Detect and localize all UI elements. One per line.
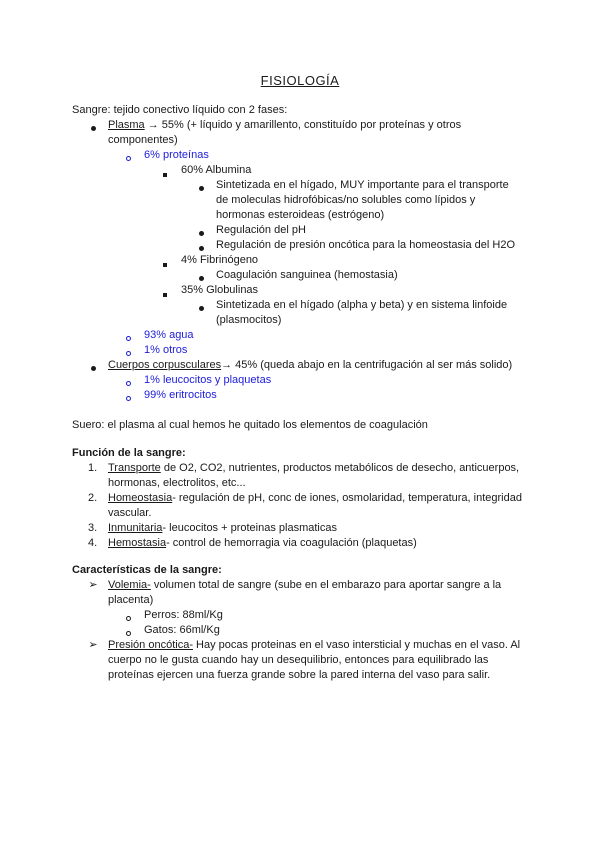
disc-bullet: [86, 362, 100, 374]
funcion-item-cont: vascular.: [108, 507, 152, 519]
albumina-detail: Sintetizada en el hígado, MUY importante para el transporte: [216, 179, 509, 191]
plasma-line: Plasma → 55% (+ líquido y amarillento, constituído por proteínas y otros: [108, 119, 462, 131]
eritrocitos-item: 99% eritrocitos: [144, 389, 217, 401]
disc-bullet: [194, 182, 208, 194]
funcion-item-cont: hormonas, electrolitos, etc...: [108, 477, 246, 489]
circle-bullet: [121, 392, 135, 404]
square-bullet: [158, 258, 172, 270]
presion-cont: proteínas ejercen una fuerza grande sobre la pared interna del vaso para salir.: [108, 669, 491, 681]
circle-bullet: [121, 332, 135, 344]
presion-item: Presión oncótica- Hay pocas proteinas en el vaso intersticial y muchas en el vaso. Al: [108, 639, 521, 651]
disc-bullet: [194, 227, 208, 239]
proteinas-item: 6% proteínas: [144, 149, 209, 161]
disc-bullet: [194, 302, 208, 314]
globulinas-item: 35% Globulinas: [181, 284, 259, 296]
perros-item: Perros: 88ml/Kg: [144, 609, 223, 621]
intro-text: Sangre: tejido conectivo líquido con 2 fases:: [72, 104, 288, 116]
albumina-ph: Regulación del pH: [216, 224, 306, 236]
page-title: FISIOLOGÍA: [260, 73, 340, 88]
albumina-oncotica: Regulación de presión oncótica para la homeostasia del H2O: [216, 239, 516, 251]
funcion-num: 4.: [88, 537, 98, 549]
plasma-cont: componentes): [108, 134, 178, 146]
funcion-item-inmunitaria: Inmunitaria- leucocitos + proteinas plasmaticas: [108, 522, 337, 534]
arrow-bullet: ➢: [88, 639, 98, 651]
leucocitos-item: 1% leucocitos y plaquetas: [144, 374, 272, 386]
globulinas-detail-cont: (plasmocitos): [216, 314, 282, 326]
circle-bullet: [121, 152, 135, 164]
gatos-item: Gatos: 66ml/Kg: [144, 624, 220, 636]
square-bullet: [158, 288, 172, 300]
albumina-detail-cont: hormonas esteroideas (estrógeno): [216, 209, 385, 221]
funcion-num: 2.: [88, 492, 98, 504]
caract-heading: Características de la sangre:: [72, 564, 222, 576]
funcion-num: 3.: [88, 522, 98, 534]
funcion-num: 1.: [88, 462, 98, 474]
agua-item: 93% agua: [144, 329, 194, 341]
arrow-bullet: ➢: [88, 579, 98, 591]
volemia-item: Volemia- volumen total de sangre (sube en el embarazo para aportar sangre a la: [108, 579, 502, 591]
circle-bullet: [121, 612, 135, 624]
square-bullet: [158, 168, 172, 180]
funcion-item-transporte: Transporte de O2, CO2, nutrientes, productos metabólicos de desecho, anticuerpos,: [108, 462, 520, 474]
funcion-heading: Función de la sangre:: [72, 447, 186, 459]
albumina-detail-cont: de moleculas hidrofóbicas/no solubles como lípidos y: [216, 194, 476, 206]
disc-bullet: [86, 122, 100, 134]
funcion-item-hemostasia: Hemostasia- control de hemorragia via coagulación (plaquetas): [108, 537, 417, 549]
volemia-cont: placenta): [108, 594, 154, 606]
fibrinogeno-detail: Coagulación sanguinea (hemostasia): [216, 269, 398, 281]
globulinas-detail: Sintetizada en el hígado (alpha y beta) y en sistema linfoide: [216, 299, 508, 311]
cuerpos-line: Cuerpos corpusculares→ 45% (queda abajo en la centrifugación al ser más solido): [108, 359, 513, 371]
albumina-item: 60% Albumina: [181, 164, 252, 176]
funcion-item-homeostasia: Homeostasia- regulación de pH, conc de iones, osmolaridad, temperatura, integridad: [108, 492, 522, 504]
circle-bullet: [121, 377, 135, 389]
fibrinogeno-item: 4% Fibrinógeno: [181, 254, 259, 266]
suero-text: Suero: el plasma al cual hemos he quitado los elementos de coagulación: [72, 419, 428, 431]
otros-item: 1% otros: [144, 344, 188, 356]
presion-cont: cuerpo no le gusta cuando hay un desequilibrio, entonces para equilibrado las: [108, 654, 489, 666]
